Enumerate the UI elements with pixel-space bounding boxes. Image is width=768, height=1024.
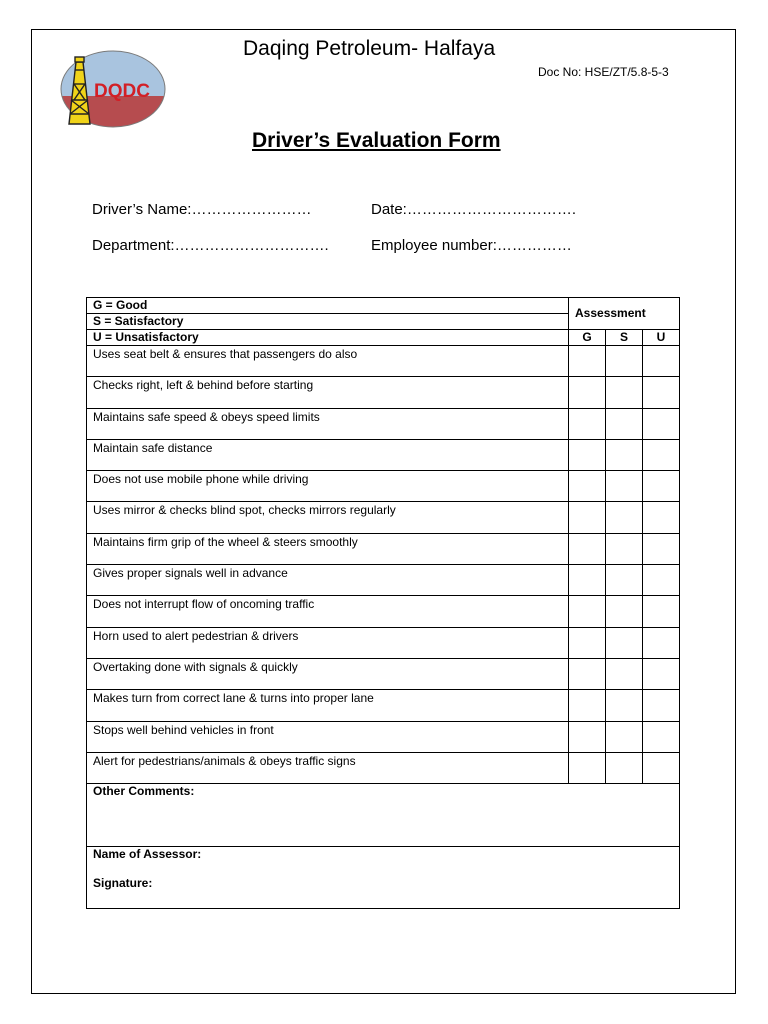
rating-cell-u[interactable] [643, 565, 680, 596]
logo-text: DQDC [94, 81, 150, 102]
rating-cell-u[interactable] [643, 346, 680, 377]
rating-cell-s[interactable] [606, 596, 643, 627]
rating-cell-g[interactable] [569, 565, 606, 596]
criterion-label: Stops well behind vehicles in front [87, 721, 569, 752]
criterion-label: Uses mirror & checks blind spot, checks mirrors regularly [87, 502, 569, 533]
signature-label: Signature: [93, 876, 153, 891]
rating-cell-g[interactable] [569, 346, 606, 377]
rating-cell-g[interactable] [569, 596, 606, 627]
rating-cell-s[interactable] [606, 471, 643, 502]
table-row [87, 439, 680, 470]
table-row [87, 377, 680, 408]
table-row [87, 471, 680, 502]
table-row [87, 533, 680, 564]
form-title: Driver’s Evaluation Form [252, 129, 501, 152]
rating-cell-g[interactable] [569, 690, 606, 721]
rating-cell-u[interactable] [643, 658, 680, 689]
table-row [87, 596, 680, 627]
rating-cell-s[interactable] [606, 439, 643, 470]
column-g-header: G [569, 330, 606, 346]
table-row [87, 565, 680, 596]
assessor-box[interactable] [87, 847, 680, 909]
criterion-label: Horn used to alert pedestrian & drivers [87, 627, 569, 658]
criterion-label: Gives proper signals well in advance [87, 565, 569, 596]
rating-cell-u[interactable] [643, 721, 680, 752]
rating-cell-g[interactable] [569, 533, 606, 564]
rating-cell-s[interactable] [606, 408, 643, 439]
criterion-label: Makes turn from correct lane & turns into proper lane [87, 690, 569, 721]
doc-number: Doc No: HSE/ZT/5.8-5-3 [538, 65, 669, 79]
rating-cell-g[interactable] [569, 752, 606, 783]
criterion-label: Does not interrupt flow of oncoming traffic [87, 596, 569, 627]
rating-cell-g[interactable] [569, 658, 606, 689]
table-row [87, 502, 680, 533]
other-comments-box[interactable]: Other Comments: [87, 784, 680, 847]
assessor-name-label: Name of Assessor: [93, 847, 202, 862]
rating-cell-s[interactable] [606, 346, 643, 377]
company-name: Daqing Petroleum- Halfaya [243, 37, 496, 60]
rating-cell-u[interactable] [643, 752, 680, 783]
criterion-label: Checks right, left & behind before starting [87, 377, 569, 408]
column-u-header: U [643, 330, 680, 346]
rating-cell-u[interactable] [643, 627, 680, 658]
rating-cell-u[interactable] [643, 502, 680, 533]
rating-cell-g[interactable] [569, 627, 606, 658]
table-row [87, 690, 680, 721]
table-row [87, 346, 680, 377]
legend-satisfactory: S = Satisfactory [87, 314, 569, 330]
rating-cell-g[interactable] [569, 377, 606, 408]
rating-cell-u[interactable] [643, 377, 680, 408]
rating-cell-s[interactable] [606, 502, 643, 533]
table-row [87, 752, 680, 783]
rating-cell-s[interactable] [606, 627, 643, 658]
rating-cell-g[interactable] [569, 471, 606, 502]
dqdc-logo [59, 50, 167, 128]
rating-cell-s[interactable] [606, 690, 643, 721]
employee-number-field[interactable]: Employee number:…………… [371, 237, 572, 254]
rating-cell-u[interactable] [643, 533, 680, 564]
column-s-header: S [606, 330, 643, 346]
rating-cell-u[interactable] [643, 439, 680, 470]
criterion-label: Alert for pedestrians/animals & obeys traffic signs [87, 752, 569, 783]
rating-cell-u[interactable] [643, 471, 680, 502]
rating-cell-u[interactable] [643, 408, 680, 439]
rating-cell-g[interactable] [569, 439, 606, 470]
legend-good: G = Good [87, 298, 569, 314]
rating-cell-s[interactable] [606, 533, 643, 564]
rating-cell-s[interactable] [606, 565, 643, 596]
rating-cell-s[interactable] [606, 721, 643, 752]
department-field[interactable]: Department:…………………………. [92, 237, 329, 254]
rating-cell-u[interactable] [643, 596, 680, 627]
assessment-header: Assessment [569, 298, 680, 330]
criterion-label: Maintains firm grip of the wheel & steers smoothly [87, 533, 569, 564]
table-row [87, 627, 680, 658]
criterion-label: Maintain safe distance [87, 439, 569, 470]
rating-cell-g[interactable] [569, 721, 606, 752]
criterion-label: Does not use mobile phone while driving [87, 471, 569, 502]
drivers-name-field[interactable]: Driver’s Name:…………………… [92, 201, 312, 218]
rating-cell-u[interactable] [643, 690, 680, 721]
rating-cell-s[interactable] [606, 658, 643, 689]
criterion-label: Uses seat belt & ensures that passengers do also [87, 346, 569, 377]
table-row [87, 658, 680, 689]
criterion-label: Maintains safe speed & obeys speed limits [87, 408, 569, 439]
rating-cell-g[interactable] [569, 502, 606, 533]
legend-unsatisfactory: U = Unsatisfactory [87, 330, 569, 346]
table-row [87, 408, 680, 439]
table-row [87, 721, 680, 752]
rating-cell-s[interactable] [606, 752, 643, 783]
date-field[interactable]: Date:……………………………. [371, 201, 577, 218]
evaluation-table [86, 297, 680, 909]
rating-cell-s[interactable] [606, 377, 643, 408]
rating-cell-g[interactable] [569, 408, 606, 439]
criterion-label: Overtaking done with signals & quickly [87, 658, 569, 689]
